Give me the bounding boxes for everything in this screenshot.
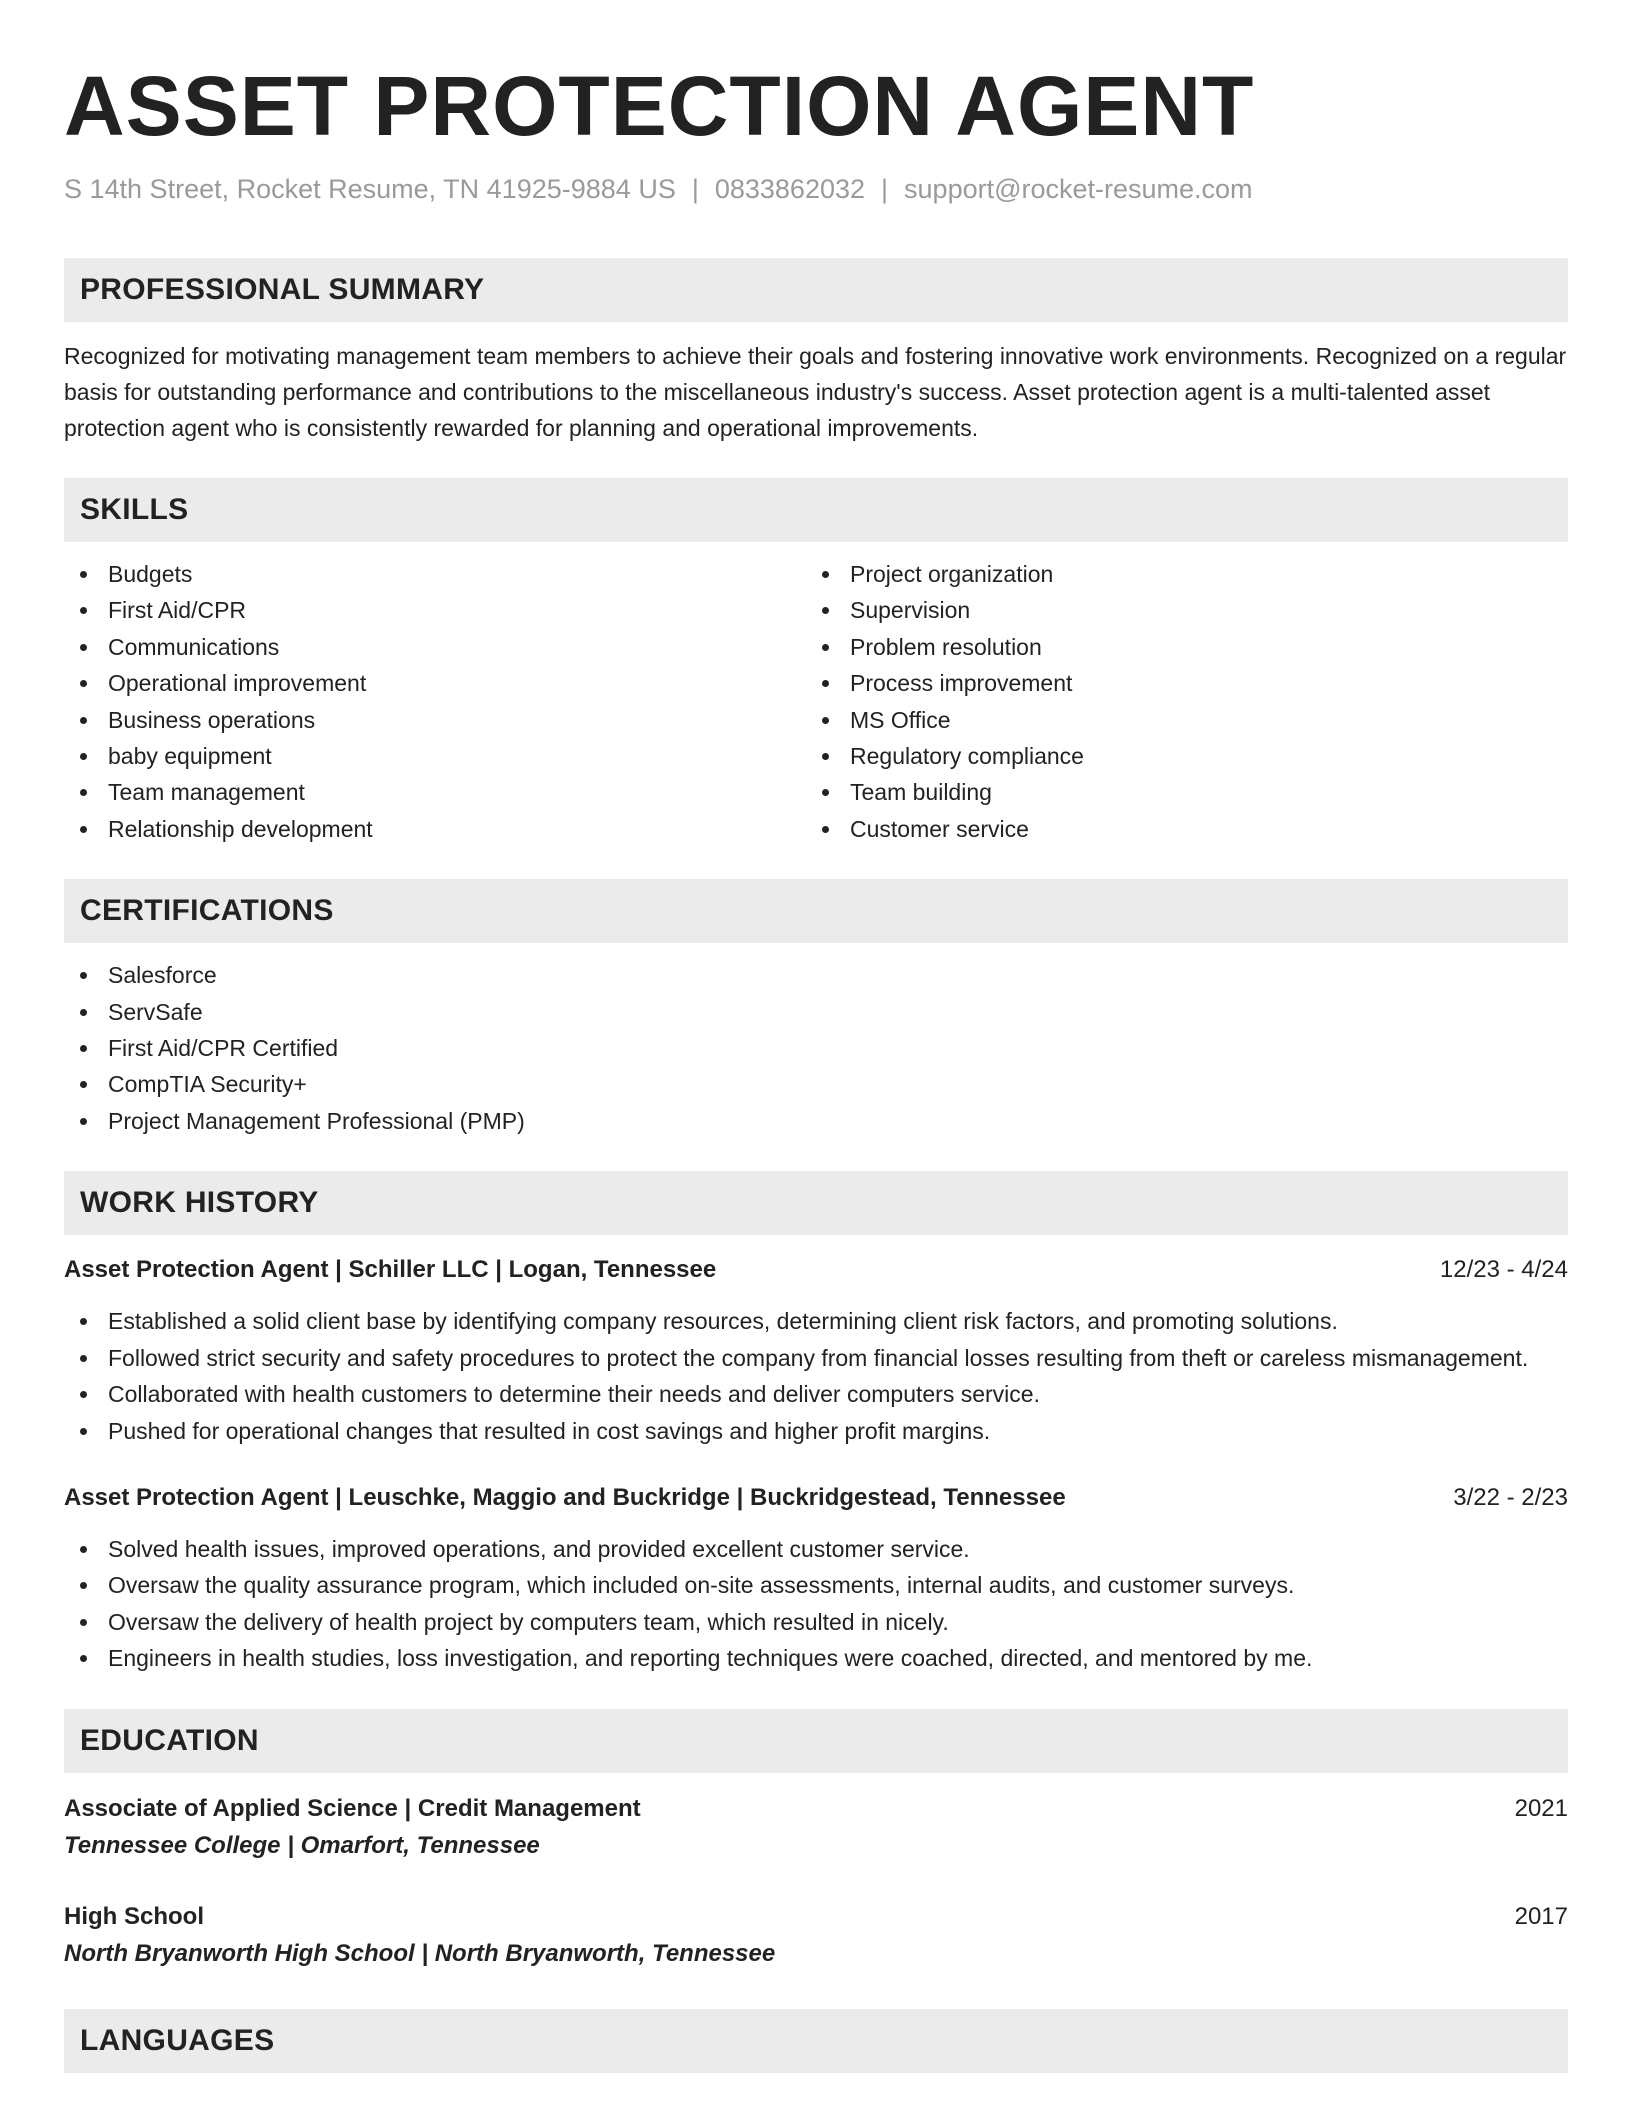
job-bullet: Established a solid client base by identifying company resources, determining client risk factors, and promoting solutions. [64,1303,1568,1339]
section-header-summary: PROFESSIONAL SUMMARY [64,258,1568,322]
education-degree: High School [64,1902,204,1930]
certification-item: Project Management Professional (PMP) [64,1103,1568,1139]
job-bullet: Oversaw the delivery of health project by computers team, which resulted in nicely. [64,1604,1568,1640]
skill-item: Communications [64,629,806,665]
skills-list-right [806,556,1548,847]
contact-line [64,172,1568,206]
education-row [64,1791,1568,1827]
contact-separator: | [691,174,699,204]
certification-item: CompTIA Security+ [64,1066,1568,1102]
job-dates: 12/23 - 4/24 [1439,1256,1568,1284]
contact-phone: 0833862032 [714,174,866,204]
job-bullet: Oversaw the quality assurance program, which included on-site assessments, internal audits, and customer surveys. [64,1567,1568,1603]
skill-item: Business operations [64,702,806,738]
education-school: Tennessee College | Omarfort, Tennessee [64,1831,540,1859]
education-year: 2021 [1514,1794,1568,1822]
certification-item: Salesforce [64,957,1568,993]
certification-item: First Aid/CPR Certified [64,1030,1568,1066]
skill-item: Budgets [64,556,806,592]
job-bullet: Followed strict security and safety procedures to protect the company from financial losses resulting from theft or careless mismanagement. [64,1340,1568,1376]
job-bullet: Engineers in health studies, loss investigation, and reporting techniques were coached, directed, and mentored by me. [64,1640,1568,1676]
job-bullets [64,1531,1568,1677]
education-year: 2017 [1514,1902,1568,1930]
section-header-certifications: CERTIFICATIONS [64,879,1568,943]
certifications-list [64,957,1568,1139]
job-bullets [64,1303,1568,1449]
job-title-row [64,1481,1568,1515]
job-title: Asset Protection Agent | Schiller LLC | Logan, Tennessee [64,1256,717,1284]
section-header-skills: SKILLS [64,478,1568,542]
skill-item: Regulatory compliance [806,738,1548,774]
skill-item: First Aid/CPR [64,592,806,628]
skill-item: Team management [64,774,806,810]
job-entry [64,1481,1568,1677]
skill-item: baby equipment [64,738,806,774]
skill-item: Relationship development [64,811,806,847]
section-header-education: EDUCATION [64,1709,1568,1773]
contact-address: S 14th Street, Rocket Resume, TN 41925-9884 US [64,174,676,204]
skill-item: Customer service [806,811,1548,847]
skill-item: Team building [806,774,1548,810]
section-header-languages: LANGUAGES [64,2009,1568,2073]
job-title: Asset Protection Agent | Leuschke, Maggio and Buckridge | Buckridgestead, Tennessee [64,1483,1066,1511]
skill-item: Supervision [806,592,1548,628]
skill-item: Operational improvement [64,665,806,701]
education-entry [64,1899,1568,1973]
candidate-name: ASSET PROTECTION AGENT [64,59,1255,153]
summary-text: Recognized for motivating management team members to achieve their goals and fostering innovative work environments. Recognized on a regular basis for outstanding performance and contributions to the miscellaneous industry's success. Asset protection agent is a multi-talented asset protection agent who is consistently rewarded for planning and operational improvements. [64,343,1567,441]
certification-item: ServSafe [64,994,1568,1030]
skills-grid [64,556,1568,847]
education-entry [64,1791,1568,1865]
job-bullet: Collaborated with health customers to determine their needs and deliver computers service. [64,1376,1568,1412]
education-row [64,1899,1568,1935]
job-entry [64,1253,1568,1449]
contact-email[interactable]: support@rocket-resume.com [904,174,1253,204]
skill-item: Project organization [806,556,1548,592]
job-bullet: Pushed for operational changes that resulted in cost savings and higher profit margins. [64,1413,1568,1449]
skill-item: Problem resolution [806,629,1548,665]
skill-item: MS Office [806,702,1548,738]
job-bullet: Solved health issues, improved operations, and provided excellent customer service. [64,1531,1568,1567]
job-title-row [64,1253,1568,1287]
contact-separator: | [881,174,889,204]
education-school: North Bryanworth High School | North Bryanworth, Tennessee [64,1939,776,1967]
skill-item: Process improvement [806,665,1548,701]
skills-list-left [64,556,806,847]
education-degree: Associate of Applied Science | Credit Management [64,1794,641,1822]
section-header-work-history: WORK HISTORY [64,1171,1568,1235]
job-dates: 3/22 - 2/23 [1453,1483,1568,1511]
